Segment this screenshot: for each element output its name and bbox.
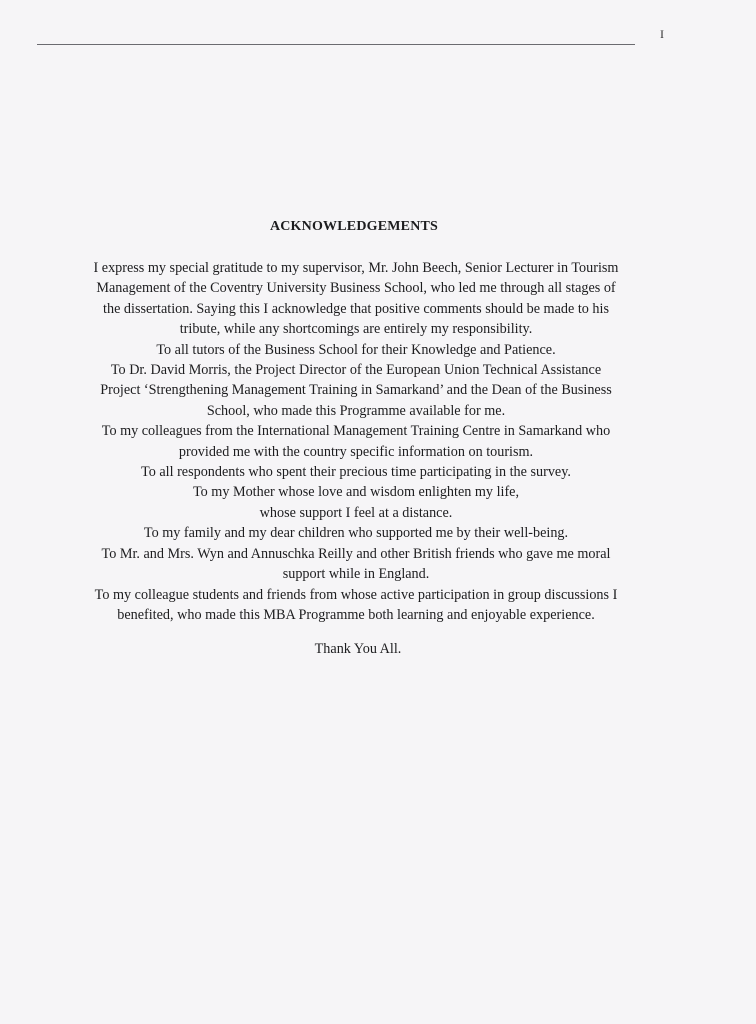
text-line: To my family and my dear children who supported me by their well-being. — [143, 525, 569, 542]
text-line: tribute, while any shortcomings are entirely my responsibility. — [179, 321, 533, 338]
text-line: provided me with the country specific information on tourism. — [178, 443, 534, 460]
text-line: To all respondents who spent their precious time participating in the survey. — [141, 464, 571, 481]
text-line: School, who made this Programme available for me. — [206, 402, 506, 419]
page-title: ACKNOWLEDGEMENTS — [269, 219, 439, 234]
closing-line: Thank You All. — [314, 641, 402, 657]
page-number: I — [660, 27, 664, 41]
text-line: support while in England. — [282, 566, 430, 583]
text-line: Project ‘Strengthening Management Training in Samarkand’ and the Dean of the Business — [100, 382, 612, 399]
text-line: To Mr. and Mrs. Wyn and Annuschka Reilly and other British friends who gave me moral — [101, 545, 611, 562]
text-line: I express my special gratitude to my supervisor, Mr. John Beech, Senior Lecturer in Tourism — [93, 260, 619, 276]
text-line: benefited, who made this MBA Programme both learning and enjoyable experience. — [117, 606, 595, 623]
text-line: To my Mother whose love and wisdom enlighten my life, — [192, 484, 520, 501]
text-line: the dissertation. Saying this I acknowledge that positive comments should be made to his — [103, 300, 609, 317]
acknowledgements-body — [38, 258, 674, 625]
text-line: To my colleague students and friends from whose active participation in group discussions I — [94, 586, 618, 603]
header-rule — [37, 44, 635, 45]
text-line: To my colleagues from the International Management Training Centre in Samarkand who — [101, 423, 611, 440]
text-line: whose support I feel at a distance. — [259, 504, 453, 521]
text-line: To all tutors of the Business School for their Knowledge and Patience. — [156, 341, 556, 358]
text-line: Management of the Coventry University Business School, who led me through all stages of — [96, 280, 616, 297]
text-line: To Dr. David Morris, the Project Director of the European Union Technical Assistance — [110, 362, 602, 379]
